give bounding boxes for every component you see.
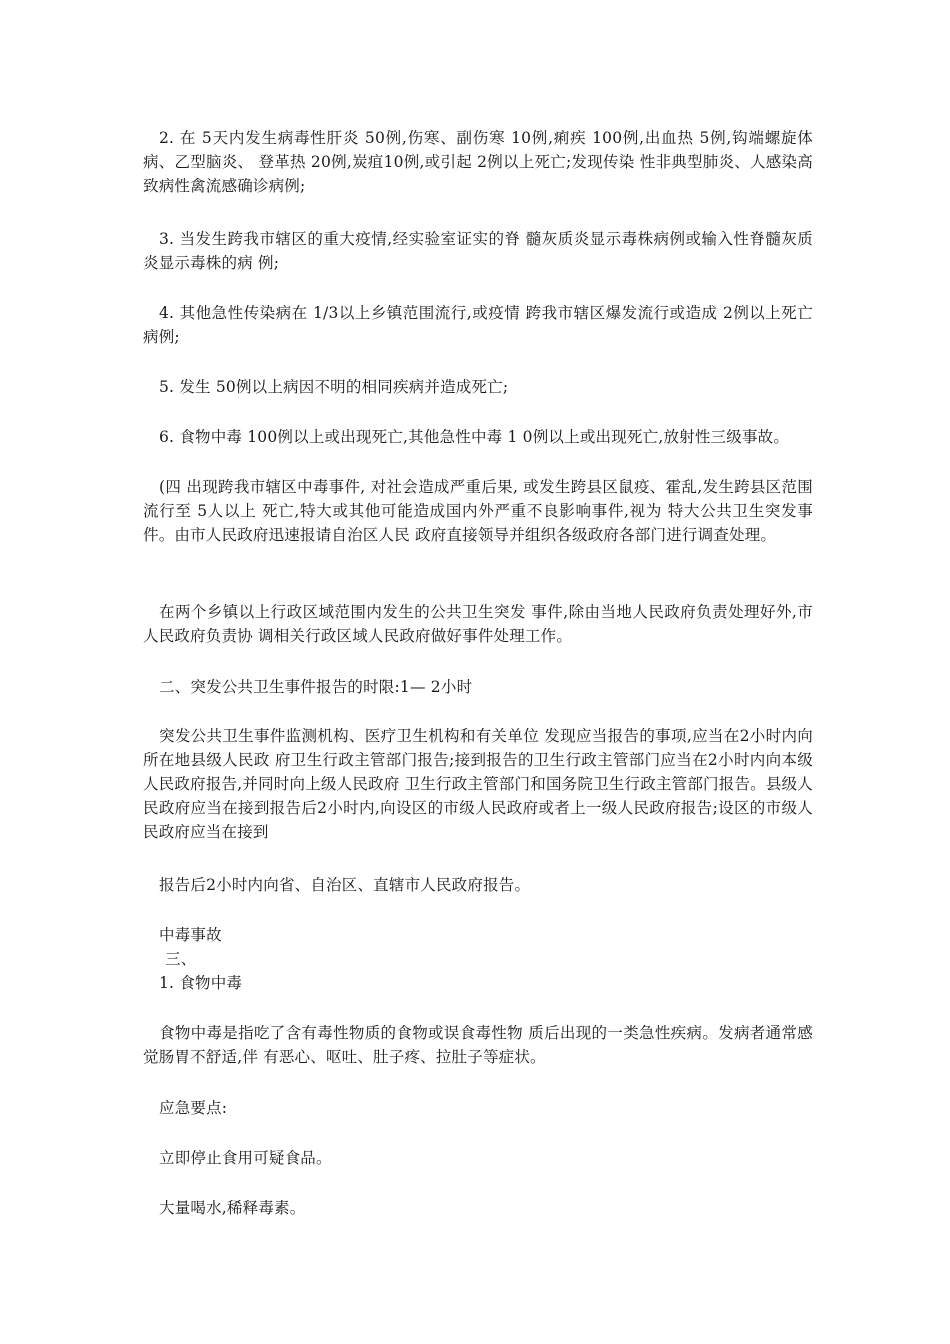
section-number-three: 三、 — [165, 950, 197, 968]
paragraph-item-5: 5. 发生 50例以上病因不明的相同疾病并造成死亡; — [159, 378, 509, 396]
subsection-food-poisoning: 1. 食物中毒 — [159, 974, 243, 992]
emergency-point-drink-water: 大量喝水,稀释毒素。 — [159, 1199, 306, 1217]
paragraph-item-4: 4. 其他急性传染病在 1/3以上乡镇范围流行,或疫情 跨我市辖区爆发流行或造成 2例以上死亡病例; — [143, 304, 813, 346]
paragraph-report-province: 报告后2小时内向省、自治区、直辖市人民政府报告。 — [159, 876, 531, 894]
paragraph-food-poisoning-definition: 食物中毒是指吃了含有毒性物质的食物或误食毒性物 质后出现的一类急性疾病。发病者通常感觉肠胃不舒适,伴 有恶心、呕吐、肚子疼、拉肚子等症状。 — [143, 1024, 813, 1066]
paragraph-reporting: 突发公共卫生事件监测机构、医疗卫生机构和有关单位 发现应当报告的事项,应当在2小时内向所在地县级人民政 府卫生行政主管部门报告;接到报告的卫生行政主管部门应当在2小时内向本级人民政府报告,并同时向上级人民政府 卫生行政主管部门和国务院卫生行政主管部门报告。县级人 民政府应当在接到报告后2小时内,向设区的市级人民政府或者上一级人民政府报告;设区的市级人民政府应当在接到 — [143, 727, 813, 841]
paragraph-section-four: (四 出现跨我市辖区中毒事件, 对社会造成严重后果, 或发生跨县区鼠疫、霍乱,发生跨县区范围流行至 5人以上 死亡,特大或其他可能造成国内外严重不良影响事件,视为 特大公共卫生突发事件。由市人民政府迅速报请自治区人民 政府直接领导并组织各级政府各部门进行调查处理。 — [143, 478, 813, 544]
paragraph-item-3: 3. 当发生跨我市辖区的重大疫情,经实验室证实的脊 髓灰质炎显示毒株病例或输入性脊髓灰质炎显示毒株的病 例; — [143, 230, 813, 272]
emergency-points-label: 应急要点: — [159, 1099, 228, 1117]
paragraph-item-6: 6. 食物中毒 100例以上或出现死亡,其他急性中毒 1 0例以上或出现死亡,放射性三级事故。 — [159, 428, 790, 446]
emergency-point-stop-eating: 立即停止食用可疑食品。 — [159, 1149, 332, 1167]
section-title-poisoning: 中毒事故 — [159, 926, 222, 944]
paragraph-coordination: 在两个乡镇以上行政区域范围内发生的公共卫生突发 事件,除由当地人民政府负责处理好外,市人民政府负责协 调相关行政区域人民政府做好事件处理工作。 — [143, 603, 813, 645]
paragraph-item-2: 2. 在 5天内发生病毒性肝炎 50例,伤寒、副伤寒 10例,痢疾 100例,出血热 5例,钩端螺旋体病、乙型脑炎、 登革热 20例,炭疽10例,或引起 2例以上死亡;发现传染 性非典型肺炎、人感染高致病性禽流感确诊病例; — [143, 129, 813, 195]
section-heading-two: 二、突发公共卫生事件报告的时限:1— 2小时 — [159, 678, 473, 696]
